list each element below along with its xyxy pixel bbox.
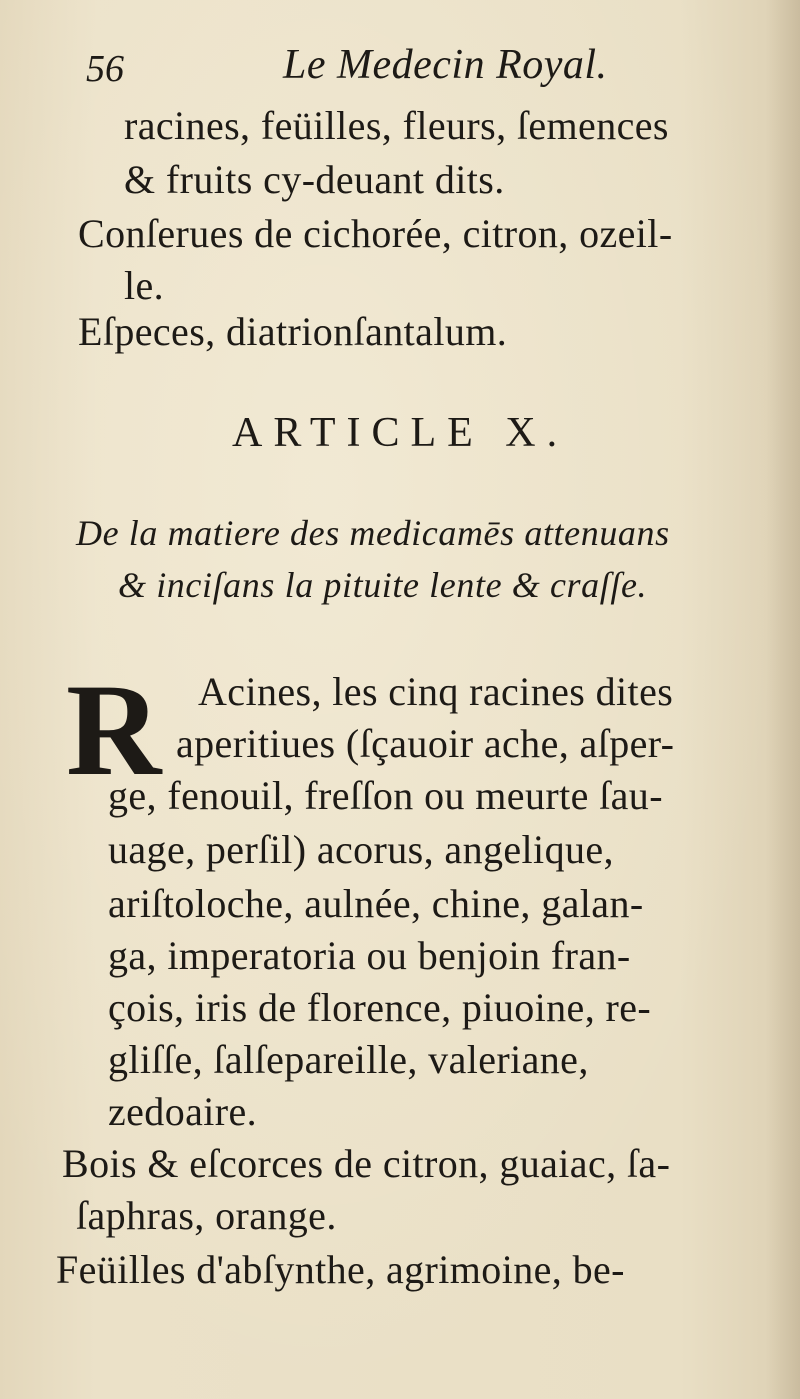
text-line: aperitiues (ſçauoir ache, aſper- [176,721,675,766]
article-subtitle-line: De la matiere des medicamēs attenuans [76,513,670,553]
text-line: Feüilles d'abſynthe, agrimoine, be- [56,1247,625,1292]
text-line: Conſerues de cichorée, citron, ozeil- [78,211,673,256]
text-line: ga, imperatoria ou benjoin fran- [108,933,631,978]
text-line: racines, feüilles, fleurs, ſemences [124,103,669,148]
text-line: ſaphras, orange. [76,1193,337,1238]
drop-cap: R [66,656,162,803]
running-title: Le Medecin Royal. [283,42,608,88]
text-line: ariſtoloche, aulnée, chine, galan- [108,881,644,926]
text-line: ge, fenouil, freſſon ou meurte ſau- [108,773,663,818]
text-line: & fruits cy-deuant dits. [124,157,505,202]
article-heading: ARTICLE X. [232,410,569,456]
text-line: gliſſe, ſalſepareille, valeriane, [108,1037,589,1082]
page-number: 56 [86,48,124,90]
text-line: çois, iris de florence, piuoine, re- [108,985,652,1030]
text-line: Acines, les cinq racines dites [198,669,674,714]
article-subtitle-line: & inciſans la pituite lente & craſſe. [118,565,648,605]
page-gutter-shadow [766,0,800,1399]
text-line: Bois & eſcorces de citron, guaiac, ſa- [62,1141,671,1186]
text-line: le. [124,263,165,308]
text-line: Eſpeces, diatrionſantalum. [78,309,508,354]
text-line: zedoaire. [108,1089,258,1134]
text-line: uage, perſil) acorus, angelique, [108,827,614,872]
